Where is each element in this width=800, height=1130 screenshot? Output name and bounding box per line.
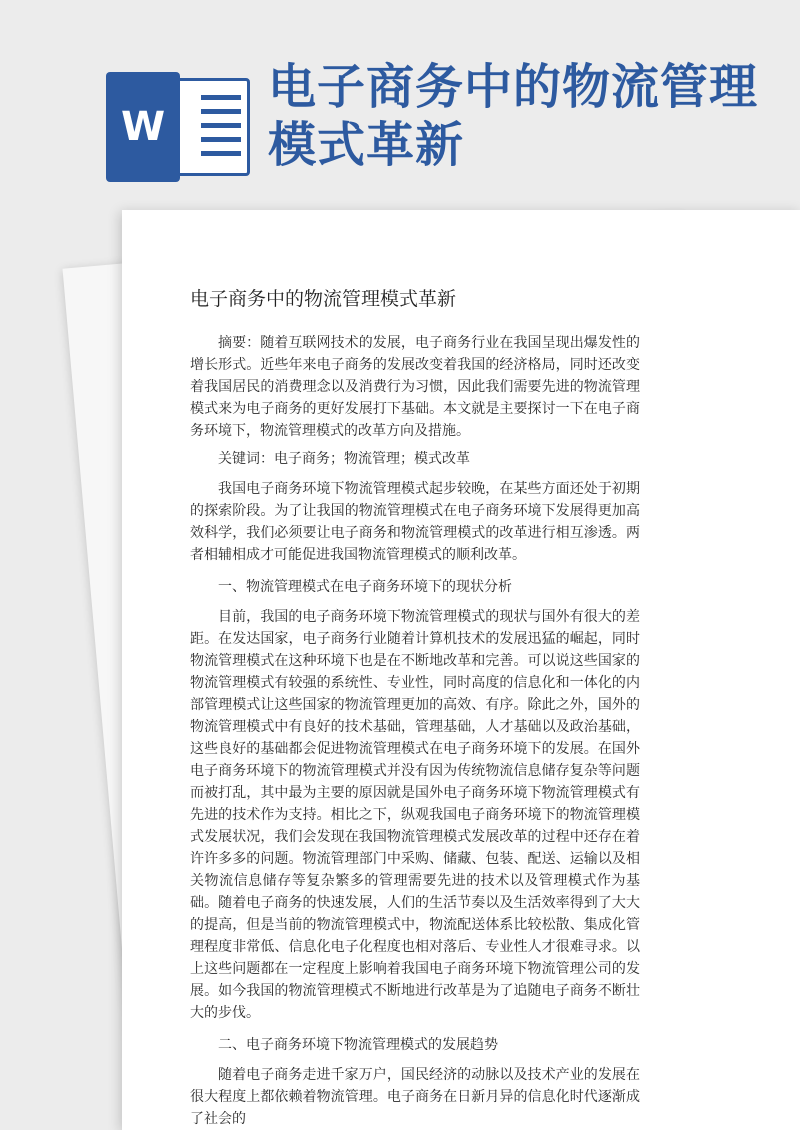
section-2-paragraph: 随着电子商务走进千家万户，国民经济的动脉以及技术产业的发展在很大程度上都依赖着物流管理。电子商务在日新月异的信息化时代逐渐成了社会的 (190, 1067, 640, 1127)
section-1-heading: 一、物流管理模式在电子商务环境下的现状分析 (218, 579, 512, 595)
section-1-paragraph: 目前，我国的电子商务环境下物流管理模式的现状与国外有很大的差距。在发达国家，电子商务行业随着计算机技术的发展迅猛的崛起，同时物流管理模式在这种环境下也是在不断地改革和完善。可以说这些国家的物流管理模式有较强的系统性、专业性，同时高度的信息化和一体化的内部管理模式让这些国家的物流管理更加的高效、有序。除此之外，国外的物流管理模式中有良好的技术基础，管理基础，人才基础以及政治基础，这些良好的基础都会促进物流管理模式在电子商务环境下的发展。在国外电子商务环境下的物流管理模式并没有因为传统物流信息储存复杂等问题而被打乱，其中最为主要的原因就是国外电子商务环境下物流管理模式有先进的技术作为支持。相比之下，纵观我国电子商务环境下的物流管理模式发展状况，我们会发现在我国物流管理模式发展改革的过程中还存在着许许多多的问题。物流管理部门中采购、储藏、包装、配送、运输以及相关物流信息储存等复杂繁多的管理需要先进的技术以及管理模式作为基础。随着电子商务的快速发展，人们的生活节奏以及生活效率得到了大大的提高，但是当前的物流管理模式中，物流配送体系比较松散、集成化管理程度非常低、信息化电子化程度也相对落后、专业性人才很难寻求。以上这些问题都在一定程度上影响着我国电子商务环境下物流管理公司的发展。如今我国的物流管理模式不断地进行改革是为了追随电子商务不断壮大的步伐。 (190, 609, 640, 1021)
word-document-icon (106, 72, 256, 182)
document-title: 电子商务中的物流管理模式革新 (190, 288, 457, 310)
abstract-paragraph: 摘要：随着互联网技术的发展，电子商务行业在我国呈现出爆发性的增长形式。近些年来电子商务的发展改变着我国的经济格局，同时还改变着我国居民的消费理念以及消费行为习惯，因此我们需要先进的物流管理模式来为电子商务的更好发展打下基础。本文就是主要探讨一下在电子商务环境下，物流管理模式的改革方向及措施。 (190, 335, 640, 439)
section-2-heading: 二、电子商务环境下物流管理模式的发展趋势 (218, 1037, 498, 1053)
document-body (190, 332, 640, 1130)
intro-paragraph: 我国电子商务环境下物流管理模式起步较晚，在某些方面还处于初期的探索阶段。为了让我国的物流管理模式在电子商务环境下发展得更加高效科学，我们必须要让电子商务和物流管理模式的改革进行相互渗透。两者相辅相成才可能促进我国物流管理模式的顺利改革。 (190, 481, 640, 563)
banner-title: 电子商务中的物流管理模式革新 (268, 59, 759, 173)
keywords-line: 关键词：电子商务；物流管理；模式改革 (218, 451, 470, 467)
word-letter-tile: W (106, 72, 180, 182)
